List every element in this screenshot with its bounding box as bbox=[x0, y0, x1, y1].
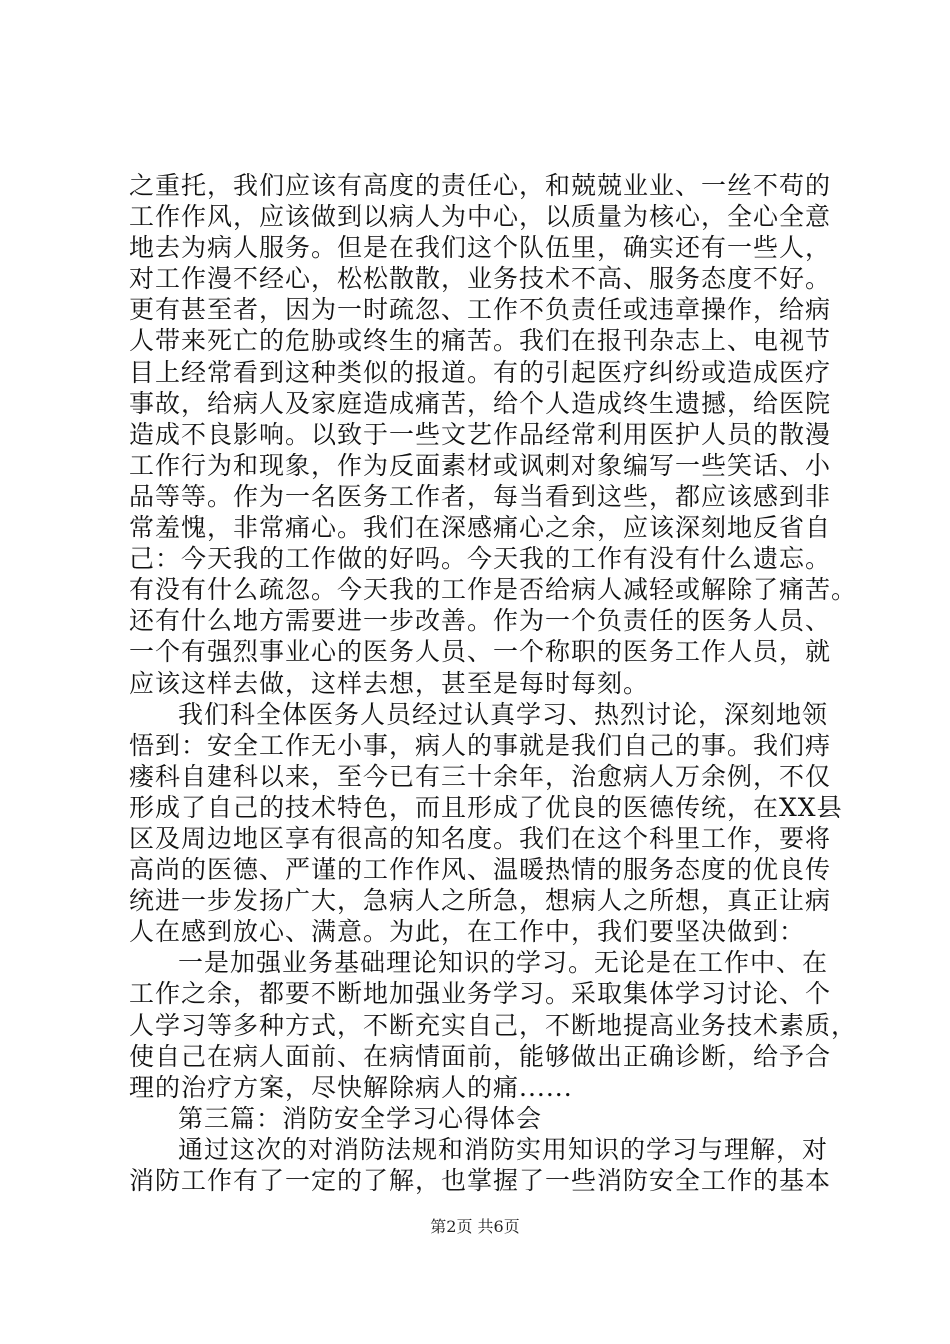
text-line: 造成不良影响。以致于一些文艺作品经常利用医护人员的散漫 bbox=[129, 419, 832, 449]
text-line: 应该这样去做，这样去想，甚至是每时每刻。 bbox=[129, 668, 650, 698]
text-line: 品等等。作为一名医务工作者，每当看到这些，都应该感到非 bbox=[129, 481, 832, 511]
text-line: 悟到：安全工作无小事，病人的事就是我们自己的事。我们痔 bbox=[129, 730, 832, 760]
text-line: 己：今天我的工作做的好吗。今天我的工作有没有什么遗忘。 bbox=[129, 544, 832, 574]
text-line: 工作行为和现象，作为反面素材或讽刺对象编写一些笑话、小 bbox=[129, 450, 832, 480]
text-line: 目上经常看到这种类似的报道。有的引起医疗纠纷或造成医疗 bbox=[129, 357, 832, 387]
text-line: 事故，给病人及家庭造成痛苦，给个人造成终生遗撼，给医院 bbox=[129, 388, 832, 418]
text-line: 人带来死亡的危胁或终生的痛苦。我们在报刊杂志上、电视节 bbox=[129, 326, 832, 356]
page-number-footer: 第2页 共6页 bbox=[430, 1217, 520, 1236]
text-line: 还有什么地方需要进一步改善。作为一个负责任的医务人员、 bbox=[129, 606, 832, 636]
document-body bbox=[129, 170, 858, 1196]
section-heading: 第三篇：消防安全学习心得体会 bbox=[178, 1103, 543, 1133]
text-line: 工作作风，应该做到以病人为中心，以质量为核心，全心全意 bbox=[129, 202, 832, 232]
text-line: 工作之余，都要不断地加强业务学习。采取集体学习讨论、个 bbox=[129, 979, 832, 1009]
text-line: 瘘科自建科以来，至今已有三十余年，治愈病人万余例，不仅 bbox=[129, 761, 832, 791]
text-line: 更有甚至者，因为一时疏忽、工作不负责任或违章操作，给病 bbox=[129, 295, 832, 325]
paragraph-start-line: 通过这次的对消防法规和消防实用知识的学习与理解，对 bbox=[178, 1134, 829, 1164]
text-line: 高尚的医德、严谨的工作作风、温暖热情的服务态度的优良传 bbox=[129, 855, 832, 885]
text-line: 常羞愧，非常痛心。我们在深感痛心之余，应该深刻地反省自 bbox=[129, 513, 832, 543]
text-line: 有没有什么疏忽。今天我的工作是否给病人减轻或解除了痛苦。 bbox=[129, 575, 858, 605]
text-line: 人学习等多种方式，不断充实自己，不断地提高业务技术素质， bbox=[129, 1010, 858, 1040]
text-line: 区及周边地区享有很高的知名度。我们在这个科里工作，要将 bbox=[129, 823, 832, 853]
paragraph-start-line: 一是加强业务基础理论知识的学习。无论是在工作中、在 bbox=[178, 948, 829, 978]
text-line: 对工作漫不经心，松松散散，业务技术不高、服务态度不好。 bbox=[129, 264, 832, 294]
text-line: 统进一步发扬广大，急病人之所急，想病人之所想，真正让病 bbox=[129, 886, 832, 916]
text-line: 人在感到放心、满意。为此，在工作中，我们要坚决做到： bbox=[129, 917, 806, 947]
text-line: 理的治疗方案，尽快解除病人的痛...... bbox=[129, 1072, 573, 1102]
text-line: 一个有强烈事业心的医务人员、一个称职的医务工作人员，就 bbox=[129, 637, 832, 667]
text-line: 消防工作有了一定的了解，也掌握了一些消防安全工作的基本 bbox=[129, 1166, 832, 1195]
text-line: 形成了自己的技术特色，而且形成了优良的医德传统，在XX县 bbox=[129, 792, 843, 822]
text-line: 之重托，我们应该有高度的责任心，和兢兢业业、一丝不苟的 bbox=[129, 171, 832, 200]
text-line: 使自己在病人面前、在病情面前，能够做出正确诊断，给予合 bbox=[129, 1041, 832, 1071]
text-line: 地去为病人服务。但是在我们这个队伍里，确实还有一些人， bbox=[129, 233, 832, 263]
paragraph-start-line: 我们科全体医务人员经过认真学习、热烈讨论，深刻地领 bbox=[178, 699, 829, 729]
